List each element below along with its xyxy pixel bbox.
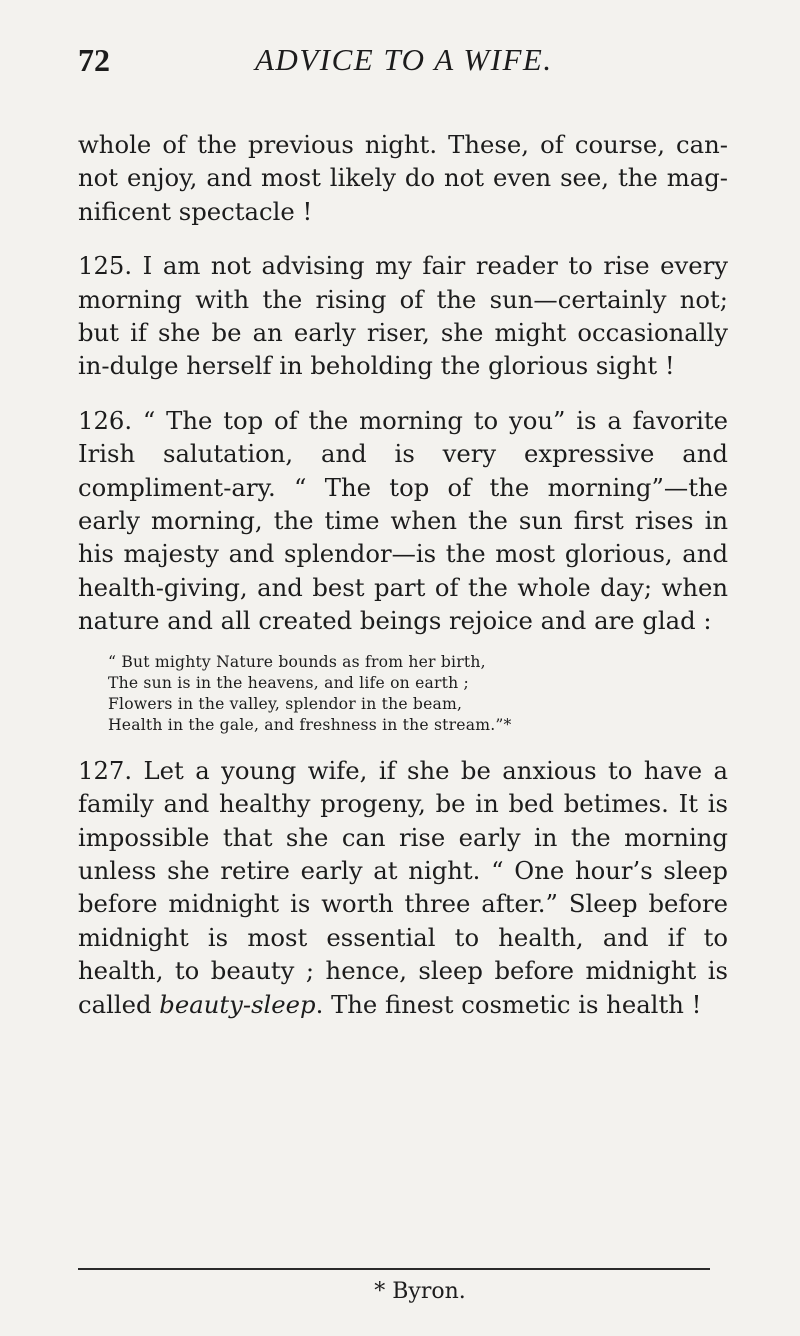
running-head bbox=[78, 40, 718, 80]
footnote-divider bbox=[78, 1268, 710, 1270]
paragraph-125: 125. I am not advising my fair reader to rise every morning with the rising of the sun—certainly not; but if she be an early riser, she might occasionally in-dulge herself in beholding the glorious sight ! bbox=[78, 251, 728, 381]
poem-quotation bbox=[78, 652, 728, 736]
body-text bbox=[78, 128, 728, 1021]
paragraph-126: 126. “ The top of the morning to you” is a favorite Irish salutation, and is very expressive and compliment-ary. “ The top of the morning”—the early morning, the time when the sun first rises in his majesty and splendor—is the most glorious, and health-giving, and best part of the whole day; when nature and all created beings rejoice and are glad : bbox=[78, 405, 728, 636]
poem-line: The sun is in the heavens, and life on earth ; bbox=[108, 673, 469, 692]
poem-line: “ But mighty Nature bounds as from her birth, bbox=[108, 652, 486, 671]
italic-term: beauty-sleep bbox=[159, 989, 316, 1019]
running-title: ADVICE TO A WIFE. bbox=[255, 42, 553, 77]
paragraph-127: 127. Let a young wife, if she be anxious to have a family and healthy progeny, be in bed betimes. It is impossible that she can rise early in the morning unless she retire early at night. “ One hour’s sleep before midnight is worth three after.” Sleep before midnight is most essential to health, and if to health, to beauty ; hence, sleep before midnight is called beauty-sleep. The finest cosmetic is health ! bbox=[78, 755, 728, 1019]
poem-line: Health in the gale, and freshness in the stream.”* bbox=[108, 715, 512, 734]
footnote: * Byron. bbox=[374, 1279, 466, 1304]
page-number: 72 bbox=[78, 42, 110, 78]
paragraph-continued: whole of the previous night. These, of course, can-not enjoy, and most likely do not even see, the mag-nificent spectacle ! bbox=[78, 130, 728, 226]
poem-line: Flowers in the valley, splendor in the beam, bbox=[108, 694, 463, 713]
